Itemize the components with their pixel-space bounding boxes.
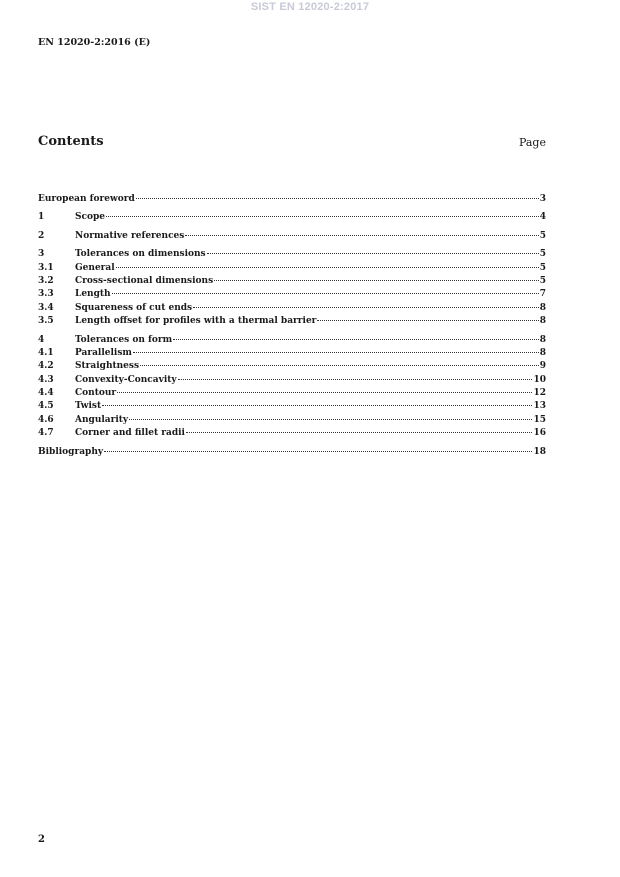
toc-entry[interactable] bbox=[38, 262, 546, 275]
toc-entry-page[interactable]: 8 bbox=[539, 347, 546, 358]
toc-entry-title[interactable]: Convexity-Concavity bbox=[75, 374, 177, 385]
toc-entry-page[interactable]: 4 bbox=[539, 212, 546, 223]
toc-entry[interactable] bbox=[38, 334, 546, 347]
toc-dot-leader bbox=[214, 280, 539, 281]
toc-entry-page[interactable]: 12 bbox=[533, 388, 546, 399]
toc-entry-number: 3.5 bbox=[38, 316, 54, 327]
watermark: SIST EN 12020-2:2017 bbox=[250, 1, 370, 13]
toc-entry[interactable] bbox=[38, 230, 546, 243]
toc-entry-number: 3.4 bbox=[38, 302, 54, 313]
toc-entry[interactable] bbox=[38, 374, 546, 387]
toc-entry-page[interactable]: 10 bbox=[533, 374, 546, 385]
toc-entry-page[interactable]: 15 bbox=[533, 414, 546, 425]
toc-entry-page[interactable]: 5 bbox=[539, 262, 546, 273]
contents-heading: Contents bbox=[38, 134, 104, 149]
toc-entry-title[interactable]: Length bbox=[75, 289, 111, 300]
toc-entry-page[interactable]: 16 bbox=[533, 428, 546, 439]
toc-entry-number: 3.1 bbox=[38, 262, 54, 273]
toc-entry-number: 1 bbox=[38, 212, 45, 223]
toc-entry-title[interactable]: Bibliography bbox=[38, 446, 104, 457]
toc-dot-leader bbox=[317, 320, 538, 321]
toc-entry-title[interactable]: Angularity bbox=[75, 414, 129, 425]
toc-dot-leader bbox=[136, 198, 539, 199]
page-column-label: Page bbox=[518, 136, 546, 149]
toc-entry-number: 4.4 bbox=[38, 388, 54, 399]
toc-dot-leader bbox=[185, 235, 538, 236]
toc-entry[interactable] bbox=[38, 387, 546, 400]
toc-entry-title[interactable]: Tolerances on dimensions bbox=[75, 249, 206, 260]
toc-entry[interactable] bbox=[38, 427, 546, 440]
toc-entry-page[interactable]: 8 bbox=[539, 334, 546, 345]
toc-entry[interactable] bbox=[38, 414, 546, 427]
toc-entry[interactable] bbox=[38, 315, 546, 328]
toc-entry-page[interactable]: 18 bbox=[533, 446, 546, 457]
toc-entry-title[interactable]: Parallelism bbox=[75, 347, 132, 358]
toc-dot-leader bbox=[173, 339, 539, 340]
toc-dot-leader bbox=[104, 451, 532, 452]
table-of-contents bbox=[38, 193, 546, 459]
toc-dot-leader bbox=[207, 253, 539, 254]
toc-entry-number: 3 bbox=[38, 249, 45, 260]
toc-entry-title[interactable]: Tolerances on form bbox=[75, 334, 173, 345]
document-identifier: EN 12020-2:2016 (E) bbox=[38, 37, 151, 48]
toc-entry-number: 4.1 bbox=[38, 347, 54, 358]
toc-entry-page[interactable]: 9 bbox=[539, 361, 546, 372]
toc-dot-leader bbox=[186, 432, 533, 433]
toc-dot-leader bbox=[133, 352, 539, 353]
toc-entry-title[interactable]: European foreword bbox=[38, 194, 135, 204]
toc-dot-leader bbox=[178, 379, 533, 380]
toc-dot-leader bbox=[193, 307, 539, 308]
toc-dot-leader bbox=[140, 365, 539, 366]
toc-entry-page[interactable]: 5 bbox=[539, 230, 546, 241]
toc-dot-leader bbox=[129, 419, 532, 420]
page-number: 2 bbox=[38, 834, 45, 845]
toc-entry[interactable] bbox=[38, 446, 546, 459]
toc-entry-title[interactable]: Corner and fillet radii bbox=[75, 428, 185, 439]
toc-dot-leader bbox=[102, 405, 532, 406]
toc-entry-number: 4.3 bbox=[38, 374, 54, 385]
toc-dot-leader bbox=[106, 216, 539, 217]
toc-dot-leader bbox=[116, 267, 539, 268]
toc-entry-number: 2 bbox=[38, 230, 45, 241]
toc-entry-number: 4 bbox=[38, 334, 45, 345]
toc-dot-leader bbox=[117, 392, 532, 393]
toc-entry[interactable] bbox=[38, 288, 546, 301]
toc-entry-number: 4.5 bbox=[38, 401, 54, 412]
toc-entry-title[interactable]: Scope bbox=[75, 212, 106, 223]
toc-entry-title[interactable]: General bbox=[75, 262, 115, 273]
toc-entry[interactable] bbox=[38, 400, 546, 413]
toc-entry-number: 4.7 bbox=[38, 428, 54, 439]
toc-entry-title[interactable]: Contour bbox=[75, 388, 117, 399]
toc-entry-page[interactable]: 5 bbox=[539, 249, 546, 260]
toc-entry-page[interactable]: 8 bbox=[539, 302, 546, 313]
toc-entry-title[interactable]: Length offset for profiles with a thermal barrier bbox=[75, 316, 317, 327]
toc-entry-page[interactable]: 13 bbox=[533, 401, 546, 412]
toc-entry[interactable] bbox=[38, 193, 546, 206]
toc-entry-title[interactable]: Twist bbox=[75, 401, 102, 412]
toc-entry[interactable] bbox=[38, 347, 546, 360]
toc-entry[interactable] bbox=[38, 302, 546, 315]
toc-entry-title[interactable]: Straightness bbox=[75, 361, 140, 372]
toc-entry-number: 4.6 bbox=[38, 414, 54, 425]
toc-entry-page[interactable]: 8 bbox=[539, 316, 546, 327]
toc-dot-leader bbox=[112, 293, 539, 294]
toc-entry-page[interactable]: 7 bbox=[539, 289, 546, 300]
toc-entry[interactable] bbox=[38, 275, 546, 288]
toc-entry-title[interactable]: Normative references bbox=[75, 230, 185, 241]
toc-entry-title[interactable]: Squareness of cut ends bbox=[75, 302, 193, 313]
toc-entry[interactable] bbox=[38, 360, 546, 373]
toc-entry[interactable] bbox=[38, 211, 546, 224]
toc-entry-number: 3.2 bbox=[38, 275, 54, 286]
toc-entry-number: 4.2 bbox=[38, 361, 54, 372]
toc-entry-title[interactable]: Cross-sectional dimensions bbox=[75, 275, 214, 286]
toc-entry-number: 3.3 bbox=[38, 289, 54, 300]
toc-entry[interactable] bbox=[38, 248, 546, 261]
toc-entry-page[interactable]: 5 bbox=[539, 275, 546, 286]
toc-entry-page[interactable]: 3 bbox=[539, 194, 546, 204]
